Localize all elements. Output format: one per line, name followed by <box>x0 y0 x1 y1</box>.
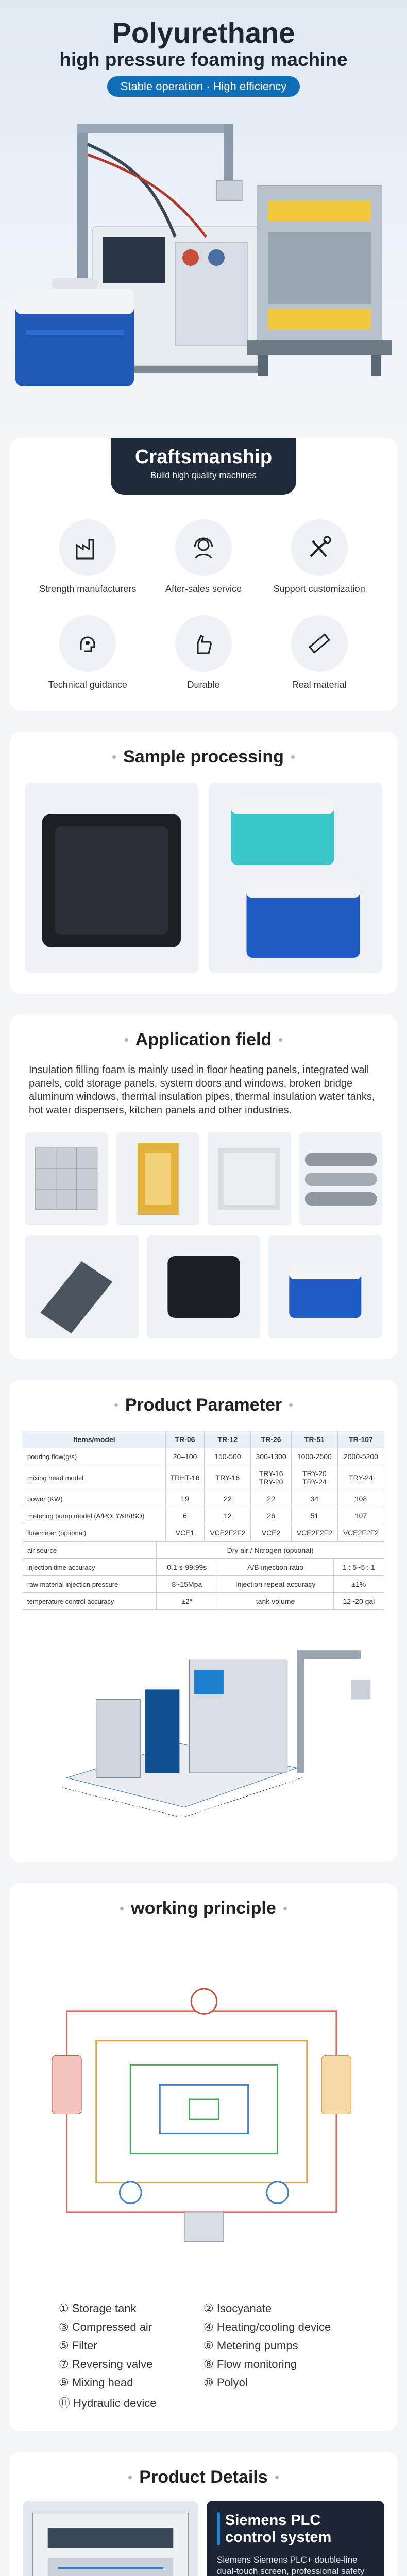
table-cell: raw material injection pressure <box>23 1576 157 1593</box>
table-cell: 2000-5200 <box>337 1448 384 1465</box>
craft-item <box>30 615 146 690</box>
table-cell: 1 : 5~5 : 1 <box>333 1559 384 1576</box>
plc-title: Siemens PLC control system <box>225 2512 332 2546</box>
hero-subtitle: Stable operation · High efficiency <box>107 76 300 97</box>
craft-item <box>146 615 262 690</box>
legend-item: ① Storage tank <box>59 2302 137 2315</box>
principle-section <box>9 1883 398 2431</box>
table-row <box>23 1507 384 1524</box>
table-cell: temperature control accuracy <box>23 1593 157 1610</box>
craft-item-label: After-sales service <box>165 584 242 594</box>
legend-item: ③ Compressed air <box>59 2320 152 2333</box>
tools-icon <box>291 519 348 576</box>
craftsmanship-subtitle: Build high quality machines <box>150 470 257 480</box>
table-cell: VCE2 <box>251 1524 291 1541</box>
craft-item-label: Technical guidance <box>48 680 127 690</box>
application-image-case <box>147 1235 261 1338</box>
table-cell: TRY-16 <box>205 1465 251 1490</box>
table-cell: 107 <box>337 1507 384 1524</box>
craftsmanship-section <box>9 438 398 711</box>
machine-dimension-drawing <box>23 1625 384 1842</box>
craft-item-label: Durable <box>187 680 220 690</box>
plc-cabinet-image <box>23 2501 198 2576</box>
application-grid-bottom <box>25 1235 382 1338</box>
table-cell: 22 <box>205 1490 251 1507</box>
sample-section <box>9 732 398 994</box>
parameter-section <box>9 1380 398 1862</box>
cooler-box-image <box>10 268 139 397</box>
hero-title-line1: Polyurethane <box>112 16 295 49</box>
application-title: Application field <box>135 1030 272 1049</box>
table-cell: VCE1 <box>165 1524 205 1541</box>
table-row <box>23 1490 384 1507</box>
application-image-pipes <box>299 1132 383 1225</box>
application-image-profile <box>25 1235 139 1338</box>
table-row <box>23 1542 384 1559</box>
table-cell: 22 <box>251 1490 291 1507</box>
hand-ok-icon <box>175 615 232 672</box>
table-cell: VCE2F2F2 <box>291 1524 337 1541</box>
ruler-icon <box>291 615 348 672</box>
table-cell: ±1% <box>333 1576 384 1593</box>
table-cell: Dry air / Nitrogen (optional) <box>157 1542 384 1559</box>
fixture-rig-image <box>247 155 392 376</box>
table-cell: 8~15Mpa <box>157 1576 217 1593</box>
sample-images <box>25 783 382 973</box>
craftsmanship-grid <box>9 519 398 690</box>
table-cell: 1000-2500 <box>291 1448 337 1465</box>
legend-item: ⑩ Polyol <box>204 2376 248 2389</box>
table-row <box>23 1465 384 1490</box>
table-header-cell: TR-107 <box>337 1431 384 1448</box>
sample-title: Sample processing <box>123 747 284 767</box>
table-cell: Injection repeat accuracy <box>217 1576 334 1593</box>
table-cell: 12 <box>205 1507 251 1524</box>
table-cell: injection time accuracy <box>23 1559 157 1576</box>
table-cell: flowmeter (optional) <box>23 1524 166 1541</box>
table-cell: 6 <box>165 1507 205 1524</box>
table-cell: 19 <box>165 1490 205 1507</box>
hero-title-line2: high pressure foaming machine <box>59 49 348 70</box>
table-cell: TRY-20 TRY-24 <box>291 1465 337 1490</box>
table-cell: TRY-16 TRY-20 <box>251 1465 291 1490</box>
parameter-title: Product Parameter <box>125 1395 282 1415</box>
craft-item-label: Real material <box>292 680 347 690</box>
table-cell: metering pump model (A/POLY&B/ISO) <box>23 1507 166 1524</box>
table-header-row <box>23 1431 384 1448</box>
craft-item-label: Support customization <box>273 584 365 594</box>
table-header-cell: TR-06 <box>165 1431 205 1448</box>
legend-item: ⑤ Filter <box>59 2339 97 2352</box>
principle-title-wrap <box>23 1899 384 1919</box>
sample-image-black-tray <box>25 783 198 973</box>
application-image-foam-board <box>208 1132 291 1225</box>
legend-item: ② Isocyanate <box>204 2302 272 2315</box>
details-title: Product Details <box>139 2467 268 2487</box>
sample-title-wrap <box>25 747 382 767</box>
parameter-title-wrap <box>23 1395 384 1415</box>
table-header-cell: TR-12 <box>205 1431 251 1448</box>
application-image-cooler <box>268 1235 382 1338</box>
table-cell: 12~20 gal <box>333 1593 384 1610</box>
table-cell: 0.1 s-99.99s <box>157 1559 217 1576</box>
table-row <box>23 1524 384 1541</box>
principle-title: working principle <box>131 1899 276 1918</box>
table-cell: VCE2F2F2 <box>205 1524 251 1541</box>
table-cell: 26 <box>251 1507 291 1524</box>
factory-icon <box>59 519 116 576</box>
legend-item: ⑦ Reversing valve <box>59 2358 153 2370</box>
legend-item: ⑨ Mixing head <box>59 2376 133 2389</box>
principle-legend <box>23 2302 384 2411</box>
application-title-wrap <box>25 1030 382 1050</box>
legend-item: ⑧ Flow monitoring <box>204 2358 297 2370</box>
table-cell: 20–100 <box>165 1448 205 1465</box>
table-row <box>23 1448 384 1465</box>
application-description: Insulation filling foam is mainly used in floor heating panels, integrated wall panels, cold storage panels, system doors and windows, broken bridge aluminum windows, thermal insulation pipes, thermal insulation water tanks, hot water dispensers, kitchen panels and other industries. <box>29 1064 375 1116</box>
details-section <box>9 2452 398 2576</box>
principle-diagram <box>23 1929 384 2290</box>
table-cell: TRY-24 <box>337 1465 384 1490</box>
application-section <box>9 1014 398 1359</box>
table-row <box>23 1576 384 1593</box>
craft-item <box>261 615 377 690</box>
legend-item: ⑪ Hydraulic device <box>59 2397 157 2410</box>
table-cell: TRHT-16 <box>165 1465 205 1490</box>
table-cell: ±2° <box>157 1593 217 1610</box>
craftsmanship-banner <box>111 438 296 495</box>
table-cell: 300-1300 <box>251 1448 291 1465</box>
application-image-water-tank <box>25 1132 108 1225</box>
details-title-wrap <box>23 2467 384 2487</box>
table-cell: pouring flow(g/s) <box>23 1448 166 1465</box>
table-row <box>23 1593 384 1610</box>
table-cell: tank volume <box>217 1593 334 1610</box>
table-row <box>23 1559 384 1576</box>
plc-text: Siemens Siemens PLC+ double-line dual-touch screen, professional safety <box>217 2555 365 2576</box>
legend-item: ⑥ Metering pumps <box>204 2339 298 2352</box>
application-image-panel <box>116 1132 200 1225</box>
application-grid-top <box>25 1132 382 1225</box>
craft-item <box>146 519 262 595</box>
table-cell: 51 <box>291 1507 337 1524</box>
plc-description <box>207 2501 384 2576</box>
craft-item-label: Strength manufacturers <box>39 584 137 594</box>
table-cell: 108 <box>337 1490 384 1507</box>
table-cell: air source <box>23 1542 157 1559</box>
craft-item <box>30 519 146 595</box>
parameter-table-b <box>23 1541 384 1610</box>
headset-icon <box>175 519 232 576</box>
table-cell: 34 <box>291 1490 337 1507</box>
legend-item: ④ Heating/cooling device <box>204 2320 331 2333</box>
table-cell: VCE2F2F2 <box>337 1524 384 1541</box>
table-cell: 150-500 <box>205 1448 251 1465</box>
table-cell: power (KW) <box>23 1490 166 1507</box>
table-cell: mixing head model <box>23 1465 166 1490</box>
table-cell: A/B injection ratio <box>217 1559 334 1576</box>
table-header-cell: TR-51 <box>291 1431 337 1448</box>
hero-section <box>0 0 407 443</box>
table-header-cell: Items/model <box>23 1431 166 1448</box>
table-header-cell: TR-26 <box>251 1431 291 1448</box>
sample-image-coolers <box>209 783 382 973</box>
parameter-table <box>23 1431 384 1541</box>
brain-icon <box>59 615 116 672</box>
detail-row-plc <box>23 2501 384 2576</box>
craft-item <box>261 519 377 595</box>
craftsmanship-title: Craftsmanship <box>134 446 273 468</box>
